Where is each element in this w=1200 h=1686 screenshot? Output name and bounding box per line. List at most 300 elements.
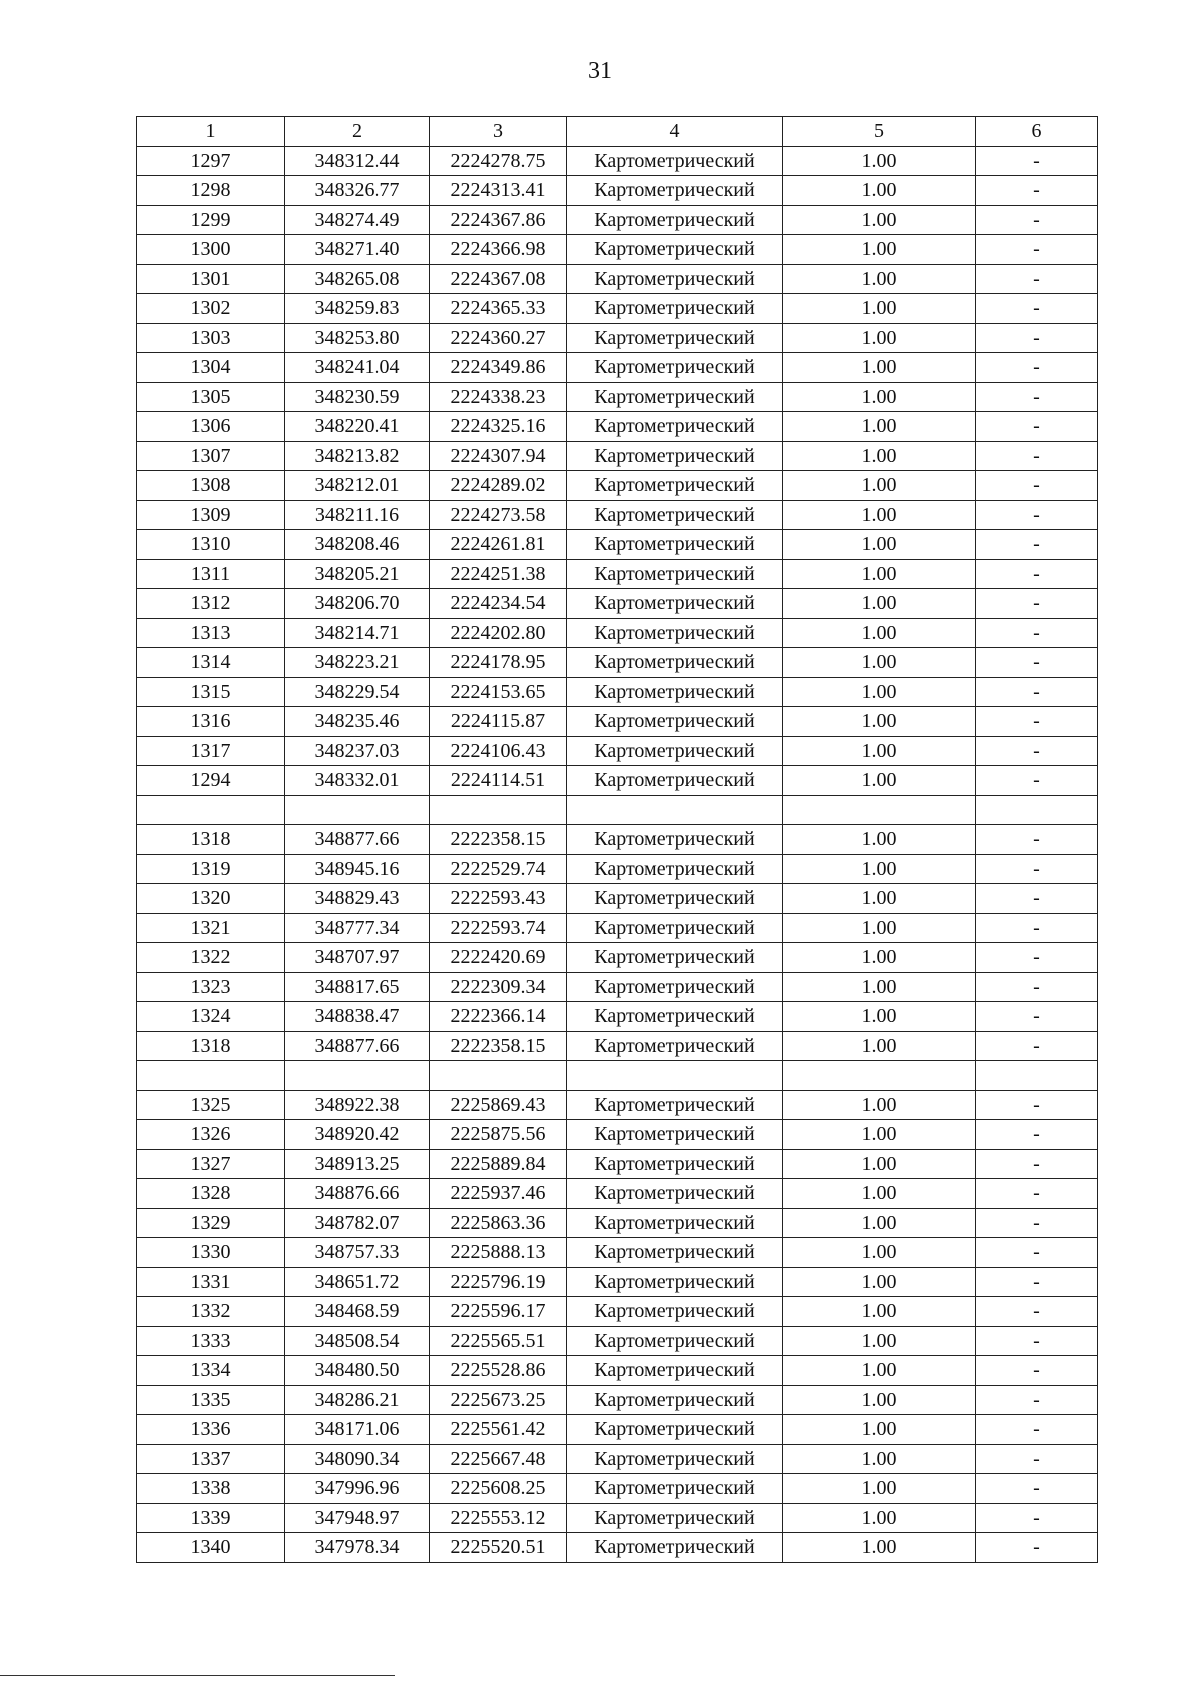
- table-cell: 2224251.38: [430, 559, 567, 589]
- table-cell: -: [976, 1179, 1098, 1209]
- table-cell: 1307: [137, 441, 285, 471]
- table-cell: 1.00: [783, 1533, 976, 1563]
- table-cell: -: [976, 1090, 1098, 1120]
- table-cell: 2225875.56: [430, 1120, 567, 1150]
- table-cell: [567, 1061, 783, 1091]
- table-cell: 1317: [137, 736, 285, 766]
- table-row: [137, 766, 1098, 796]
- table-cell: 2224349.86: [430, 353, 567, 383]
- table-cell: -: [976, 1326, 1098, 1356]
- table-row: [137, 854, 1098, 884]
- table-row: [137, 1533, 1098, 1563]
- table-cell: 1.00: [783, 825, 976, 855]
- table-cell: 1335: [137, 1385, 285, 1415]
- table-cell: 348651.72: [285, 1267, 430, 1297]
- coordinates-table: [136, 116, 1098, 1563]
- table-cell: 2222366.14: [430, 1002, 567, 1032]
- table-row: [137, 1385, 1098, 1415]
- table-cell: 1321: [137, 913, 285, 943]
- table-cell: Картометрический: [567, 294, 783, 324]
- table-cell: 1.00: [783, 1385, 976, 1415]
- table-cell: 2222593.43: [430, 884, 567, 914]
- table-cell: 1340: [137, 1533, 285, 1563]
- table-cell: -: [976, 648, 1098, 678]
- table-cell: 2224115.87: [430, 707, 567, 737]
- table-cell: 1.00: [783, 353, 976, 383]
- table-row: [137, 264, 1098, 294]
- table-cell: Картометрический: [567, 677, 783, 707]
- table-cell: 2224278.75: [430, 146, 567, 176]
- table-cell: 347996.96: [285, 1474, 430, 1504]
- table-cell: Картометрический: [567, 1474, 783, 1504]
- table-cell: 1338: [137, 1474, 285, 1504]
- table-cell: 1.00: [783, 618, 976, 648]
- table-cell: Картометрический: [567, 1356, 783, 1386]
- table-cell: -: [976, 412, 1098, 442]
- table-cell: Картометрический: [567, 618, 783, 648]
- table-cell: Картометрический: [567, 382, 783, 412]
- table-row: [137, 707, 1098, 737]
- table-cell: 1319: [137, 854, 285, 884]
- table-cell: -: [976, 1503, 1098, 1533]
- table-cell: Картометрический: [567, 1533, 783, 1563]
- table-cell: 1.00: [783, 471, 976, 501]
- table-cell: 1.00: [783, 176, 976, 206]
- table-header-row: [137, 117, 1098, 147]
- table-cell: 1339: [137, 1503, 285, 1533]
- table-cell: Картометрический: [567, 1503, 783, 1533]
- table-cell: 2225888.13: [430, 1238, 567, 1268]
- table-cell: 1315: [137, 677, 285, 707]
- table-cell: 1304: [137, 353, 285, 383]
- table-cell: 1.00: [783, 766, 976, 796]
- table-cell: 2224367.86: [430, 205, 567, 235]
- table-cell: 1331: [137, 1267, 285, 1297]
- table-cell: 1308: [137, 471, 285, 501]
- table-cell: -: [976, 825, 1098, 855]
- table-cell: 348508.54: [285, 1326, 430, 1356]
- table-cell: -: [976, 1533, 1098, 1563]
- table-row: [137, 1179, 1098, 1209]
- table-cell: 348220.41: [285, 412, 430, 442]
- table-cell: 2224360.27: [430, 323, 567, 353]
- table-row: [137, 1297, 1098, 1327]
- table-cell: -: [976, 677, 1098, 707]
- table-cell: Картометрический: [567, 1120, 783, 1150]
- table-cell: -: [976, 559, 1098, 589]
- table-cell: 1.00: [783, 1149, 976, 1179]
- table-cell: Картометрический: [567, 1415, 783, 1445]
- table-cell: 348090.34: [285, 1444, 430, 1474]
- table-cell: Картометрический: [567, 913, 783, 943]
- page-number: 31: [588, 58, 612, 84]
- table-cell: 348208.46: [285, 530, 430, 560]
- table-cell: 1.00: [783, 235, 976, 265]
- table-cell: [430, 1061, 567, 1091]
- table-cell: 2225561.42: [430, 1415, 567, 1445]
- table-cell: Картометрический: [567, 1238, 783, 1268]
- table-cell: 1333: [137, 1326, 285, 1356]
- table-cell: 1.00: [783, 1415, 976, 1445]
- table-cell: 1.00: [783, 1474, 976, 1504]
- table-cell: 2224289.02: [430, 471, 567, 501]
- table-body: [137, 146, 1098, 1562]
- table-cell: 348223.21: [285, 648, 430, 678]
- table-cell: 1.00: [783, 1297, 976, 1327]
- table-cell: 2224202.80: [430, 618, 567, 648]
- table-cell: -: [976, 884, 1098, 914]
- table-cell: 1.00: [783, 294, 976, 324]
- table-cell: 1314: [137, 648, 285, 678]
- table-cell: 2224106.43: [430, 736, 567, 766]
- table-cell: 1.00: [783, 854, 976, 884]
- footer-rule: [0, 1675, 395, 1676]
- table-cell: -: [976, 1267, 1098, 1297]
- table-cell: -: [976, 264, 1098, 294]
- table-cell: [567, 795, 783, 825]
- table-cell: Картометрический: [567, 235, 783, 265]
- table-cell: 348913.25: [285, 1149, 430, 1179]
- table-cell: 2225596.17: [430, 1297, 567, 1327]
- table-row: [137, 1503, 1098, 1533]
- table-cell: 2222358.15: [430, 825, 567, 855]
- table-row: [137, 1356, 1098, 1386]
- table-cell: 347978.34: [285, 1533, 430, 1563]
- table-cell: 2225889.84: [430, 1149, 567, 1179]
- table-cell: Картометрический: [567, 530, 783, 560]
- table-row: [137, 353, 1098, 383]
- table-row: [137, 530, 1098, 560]
- table-cell: 1322: [137, 943, 285, 973]
- table-cell: 1.00: [783, 205, 976, 235]
- table-cell: -: [976, 1444, 1098, 1474]
- table-cell: 1323: [137, 972, 285, 1002]
- table-cell: 348230.59: [285, 382, 430, 412]
- table-cell: -: [976, 618, 1098, 648]
- table-row: [137, 943, 1098, 973]
- table-row: [137, 677, 1098, 707]
- table-cell: 1325: [137, 1090, 285, 1120]
- table-cell: 1309: [137, 500, 285, 530]
- table-cell: 1329: [137, 1208, 285, 1238]
- table-row: [137, 1090, 1098, 1120]
- table-cell: 348877.66: [285, 825, 430, 855]
- table-cell: -: [976, 294, 1098, 324]
- table-row: [137, 235, 1098, 265]
- table-cell: -: [976, 1208, 1098, 1238]
- table-cell: 348777.34: [285, 913, 430, 943]
- table-cell: 1.00: [783, 972, 976, 1002]
- table-cell: 1311: [137, 559, 285, 589]
- table-cell: 1.00: [783, 589, 976, 619]
- table-cell: 348838.47: [285, 1002, 430, 1032]
- table-cell: Картометрический: [567, 264, 783, 294]
- table-cell: -: [976, 854, 1098, 884]
- table-cell: [976, 795, 1098, 825]
- table-cell: 348945.16: [285, 854, 430, 884]
- table-cell: 1301: [137, 264, 285, 294]
- header-cell: 1: [137, 117, 285, 147]
- table-cell: -: [976, 235, 1098, 265]
- table-cell: 1.00: [783, 736, 976, 766]
- table-cell: 2225528.86: [430, 1356, 567, 1386]
- table-cell: -: [976, 766, 1098, 796]
- table-cell: Картометрический: [567, 323, 783, 353]
- table-cell: 2225565.51: [430, 1326, 567, 1356]
- table-row: [137, 1474, 1098, 1504]
- table-cell: Картометрический: [567, 648, 783, 678]
- table-row: [137, 795, 1098, 825]
- table-cell: Картометрический: [567, 884, 783, 914]
- table-cell: 2224273.58: [430, 500, 567, 530]
- table-cell: 1299: [137, 205, 285, 235]
- table-cell: 2225667.48: [430, 1444, 567, 1474]
- table-row: [137, 205, 1098, 235]
- table-cell: 348171.06: [285, 1415, 430, 1445]
- table-cell: 1.00: [783, 648, 976, 678]
- table-row: [137, 589, 1098, 619]
- table-cell: 1298: [137, 176, 285, 206]
- table-cell: 348206.70: [285, 589, 430, 619]
- table-cell: 1320: [137, 884, 285, 914]
- table-cell: 1303: [137, 323, 285, 353]
- header-cell: 4: [567, 117, 783, 147]
- table-cell: 348312.44: [285, 146, 430, 176]
- table-row: [137, 441, 1098, 471]
- table-cell: [783, 1061, 976, 1091]
- table-cell: Картометрический: [567, 353, 783, 383]
- table-row: [137, 1326, 1098, 1356]
- table-cell: 1.00: [783, 913, 976, 943]
- table-cell: Картометрический: [567, 412, 783, 442]
- table-cell: -: [976, 1002, 1098, 1032]
- header-cell: 5: [783, 117, 976, 147]
- table-row: [137, 176, 1098, 206]
- table-cell: 348817.65: [285, 972, 430, 1002]
- table-cell: -: [976, 500, 1098, 530]
- table-cell: 1318: [137, 1031, 285, 1061]
- table-row: [137, 1120, 1098, 1150]
- table-cell: 348876.66: [285, 1179, 430, 1209]
- table-cell: -: [976, 1356, 1098, 1386]
- table-cell: 2225937.46: [430, 1179, 567, 1209]
- table-cell: 1318: [137, 825, 285, 855]
- table-cell: 1.00: [783, 412, 976, 442]
- table-cell: 2222593.74: [430, 913, 567, 943]
- table-cell: 2225863.36: [430, 1208, 567, 1238]
- table-cell: 348265.08: [285, 264, 430, 294]
- table-cell: 1.00: [783, 1002, 976, 1032]
- table-row: [137, 412, 1098, 442]
- table-cell: 348274.49: [285, 205, 430, 235]
- table-cell: 1313: [137, 618, 285, 648]
- table-cell: 348259.83: [285, 294, 430, 324]
- table-cell: 348212.01: [285, 471, 430, 501]
- table-cell: -: [976, 1238, 1098, 1268]
- table-row: [137, 1002, 1098, 1032]
- table-cell: 348271.40: [285, 235, 430, 265]
- table-cell: 2224365.33: [430, 294, 567, 324]
- table-cell: 1337: [137, 1444, 285, 1474]
- table-cell: -: [976, 146, 1098, 176]
- table-cell: 1305: [137, 382, 285, 412]
- table-cell: 348468.59: [285, 1297, 430, 1327]
- table-cell: -: [976, 589, 1098, 619]
- table-cell: 1326: [137, 1120, 285, 1150]
- table-cell: 348782.07: [285, 1208, 430, 1238]
- table-cell: 2222420.69: [430, 943, 567, 973]
- table-row: [137, 1444, 1098, 1474]
- table-cell: 1306: [137, 412, 285, 442]
- table-cell: 1.00: [783, 1267, 976, 1297]
- table-cell: Картометрический: [567, 825, 783, 855]
- table-cell: 2224261.81: [430, 530, 567, 560]
- table-cell: 1334: [137, 1356, 285, 1386]
- header-cell: 2: [285, 117, 430, 147]
- table-cell: Картометрический: [567, 1179, 783, 1209]
- table-cell: Картометрический: [567, 500, 783, 530]
- table-cell: 348326.77: [285, 176, 430, 206]
- table-cell: 1.00: [783, 530, 976, 560]
- table-cell: 1312: [137, 589, 285, 619]
- table-row: [137, 825, 1098, 855]
- table-cell: 1.00: [783, 264, 976, 294]
- table-cell: Картометрический: [567, 1444, 783, 1474]
- table-cell: Картометрический: [567, 589, 783, 619]
- table-row: [137, 294, 1098, 324]
- table-cell: 1.00: [783, 441, 976, 471]
- table-cell: Картометрический: [567, 176, 783, 206]
- table-cell: -: [976, 1120, 1098, 1150]
- table-cell: 1316: [137, 707, 285, 737]
- table-cell: 1.00: [783, 1179, 976, 1209]
- table-cell: 2222358.15: [430, 1031, 567, 1061]
- table-row: [137, 323, 1098, 353]
- table-row: [137, 1031, 1098, 1061]
- table-cell: -: [976, 323, 1098, 353]
- table-cell: 348214.71: [285, 618, 430, 648]
- table-cell: 348235.46: [285, 707, 430, 737]
- table-cell: 1.00: [783, 500, 976, 530]
- table-row: [137, 913, 1098, 943]
- table-cell: 2224313.41: [430, 176, 567, 206]
- table-cell: 1330: [137, 1238, 285, 1268]
- table-cell: [137, 795, 285, 825]
- table-cell: 2225520.51: [430, 1533, 567, 1563]
- table-cell: -: [976, 1415, 1098, 1445]
- table-cell: 348922.38: [285, 1090, 430, 1120]
- table-cell: 1.00: [783, 943, 976, 973]
- table-cell: Картометрический: [567, 766, 783, 796]
- table-cell: 1.00: [783, 1238, 976, 1268]
- table-cell: 1.00: [783, 1208, 976, 1238]
- table-cell: 1310: [137, 530, 285, 560]
- table-cell: -: [976, 1297, 1098, 1327]
- table-cell: 348241.04: [285, 353, 430, 383]
- table-cell: Картометрический: [567, 1002, 783, 1032]
- table-cell: -: [976, 707, 1098, 737]
- table-cell: [137, 1061, 285, 1091]
- table-cell: -: [976, 471, 1098, 501]
- table-cell: Картометрический: [567, 1326, 783, 1356]
- table-row: [137, 1415, 1098, 1445]
- table-cell: [430, 795, 567, 825]
- table-cell: 348877.66: [285, 1031, 430, 1061]
- table-cell: Картометрический: [567, 146, 783, 176]
- table-cell: 348211.16: [285, 500, 430, 530]
- table-cell: [285, 1061, 430, 1091]
- table-cell: -: [976, 205, 1098, 235]
- table-cell: 348213.82: [285, 441, 430, 471]
- table-cell: 2225608.25: [430, 1474, 567, 1504]
- table-row: [137, 736, 1098, 766]
- table-cell: -: [976, 1149, 1098, 1179]
- table-cell: 2225553.12: [430, 1503, 567, 1533]
- table-cell: 348757.33: [285, 1238, 430, 1268]
- table-row: [137, 648, 1098, 678]
- table-row: [137, 1208, 1098, 1238]
- table-cell: Картометрический: [567, 972, 783, 1002]
- table-cell: 348286.21: [285, 1385, 430, 1415]
- table-cell: Картометрический: [567, 854, 783, 884]
- table-cell: 2222529.74: [430, 854, 567, 884]
- table-cell: [285, 795, 430, 825]
- table-cell: Картометрический: [567, 1090, 783, 1120]
- table-cell: Картометрический: [567, 736, 783, 766]
- table-cell: 1.00: [783, 382, 976, 412]
- table-cell: 348253.80: [285, 323, 430, 353]
- table-cell: 1332: [137, 1297, 285, 1327]
- table-cell: 1.00: [783, 1120, 976, 1150]
- table-cell: 1302: [137, 294, 285, 324]
- table-cell: 1.00: [783, 146, 976, 176]
- header-cell: 6: [976, 117, 1098, 147]
- table-cell: -: [976, 176, 1098, 206]
- table-cell: -: [976, 913, 1098, 943]
- table-cell: 348205.21: [285, 559, 430, 589]
- table-cell: 2224367.08: [430, 264, 567, 294]
- table-cell: 1.00: [783, 559, 976, 589]
- table-cell: 2225796.19: [430, 1267, 567, 1297]
- table-cell: 2222309.34: [430, 972, 567, 1002]
- table-row: [137, 1149, 1098, 1179]
- table-cell: 2224366.98: [430, 235, 567, 265]
- table-cell: 1.00: [783, 884, 976, 914]
- table-row: [137, 1267, 1098, 1297]
- table-cell: Картометрический: [567, 1385, 783, 1415]
- table-cell: Картометрический: [567, 1297, 783, 1327]
- table-cell: 2225869.43: [430, 1090, 567, 1120]
- table-cell: 347948.97: [285, 1503, 430, 1533]
- table-cell: 348480.50: [285, 1356, 430, 1386]
- table-cell: 2224114.51: [430, 766, 567, 796]
- header-cell: 3: [430, 117, 567, 147]
- table-cell: [976, 1061, 1098, 1091]
- table-cell: 1.00: [783, 677, 976, 707]
- table-row: [137, 1061, 1098, 1091]
- table-cell: 348332.01: [285, 766, 430, 796]
- table-cell: 2224325.16: [430, 412, 567, 442]
- table-cell: 1336: [137, 1415, 285, 1445]
- table-row: [137, 382, 1098, 412]
- table-cell: 1.00: [783, 1031, 976, 1061]
- table-cell: 2225673.25: [430, 1385, 567, 1415]
- table-cell: Картометрический: [567, 559, 783, 589]
- table-cell: 1300: [137, 235, 285, 265]
- table-cell: 348829.43: [285, 884, 430, 914]
- table-cell: 1324: [137, 1002, 285, 1032]
- table-cell: 1.00: [783, 1356, 976, 1386]
